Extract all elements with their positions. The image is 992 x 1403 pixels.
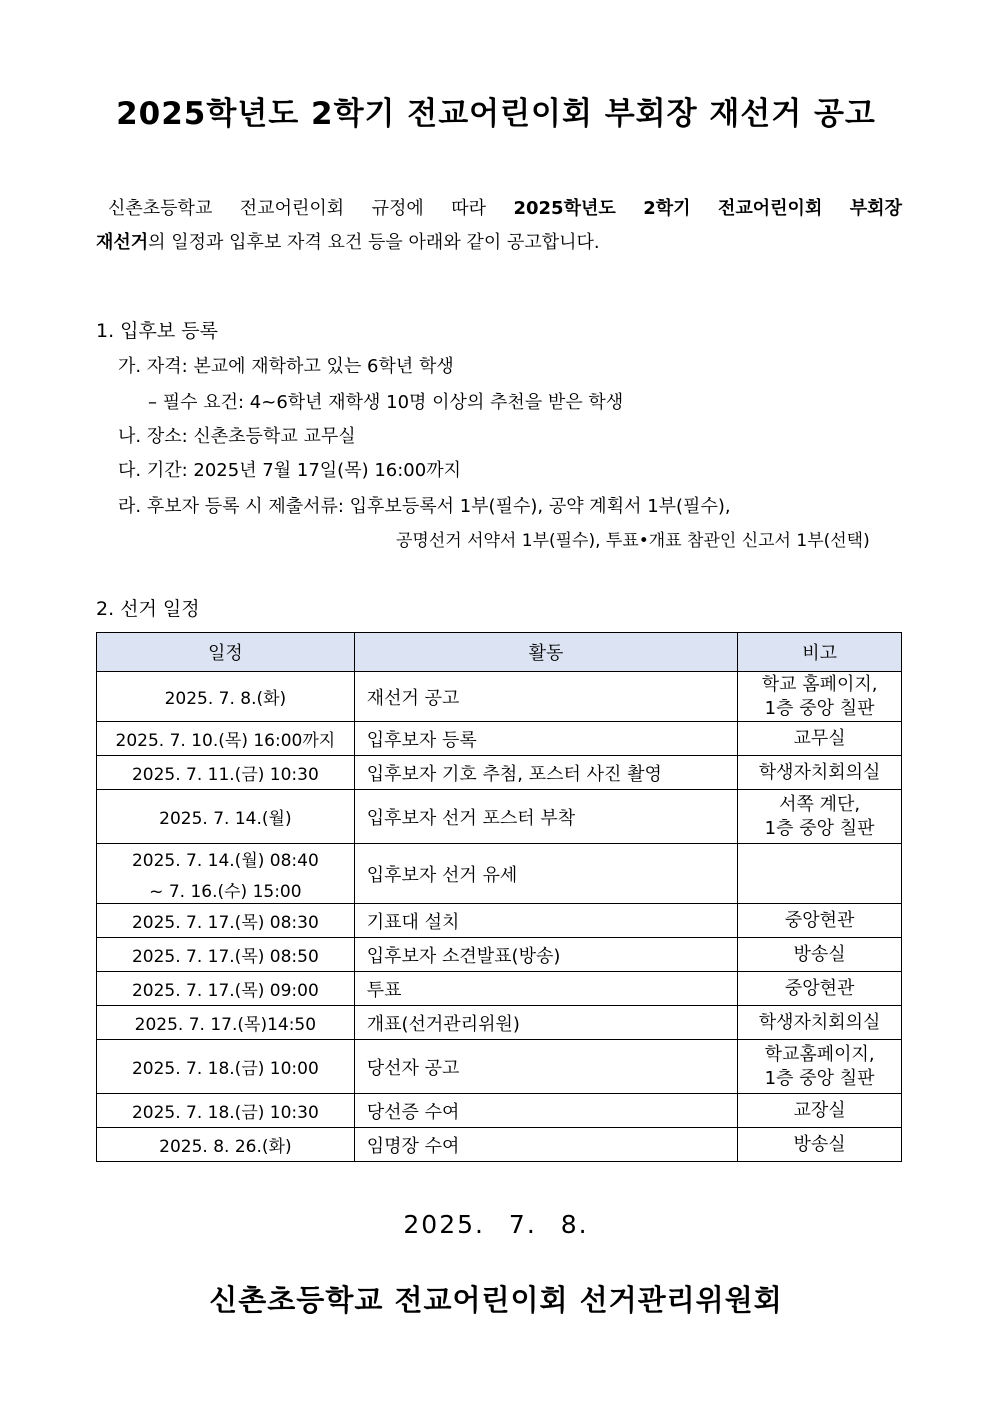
cell-activity: 입후보자 소견발표(방송): [354, 938, 737, 972]
cell-schedule: [97, 938, 355, 972]
item-documents-continued: 공명선거 서약서 1부(필수), 투표•개표 참관인 신고서 1부(선택): [396, 531, 870, 551]
item-documents: 라. 후보자 등록 시 제출서류: 입후보등록서 1부(필수), 공약 계획서 1부(필수),: [118, 496, 731, 517]
cell-note: [738, 1006, 902, 1040]
schedule-text: 2025. 7. 14.(월) 08:40: [131, 850, 319, 871]
intro-paragraph: [96, 192, 902, 260]
cell-note: [738, 722, 902, 756]
cell-schedule: [97, 672, 355, 722]
intro-word: 신촌초등학교: [108, 198, 213, 219]
cell-note: [738, 1040, 902, 1094]
cell-schedule: [97, 722, 355, 756]
announcement-date: 2025. 7. 8.: [403, 1210, 589, 1239]
cell-activity: 입후보자 등록: [354, 722, 737, 756]
item-location: 나. 장소: 신촌초등학교 교무실: [118, 426, 356, 447]
cell-activity: 재선거 공고: [354, 672, 737, 722]
note-text: 1층 중앙 칠판: [764, 817, 875, 839]
cell-activity: 입후보자 선거 유세: [354, 844, 737, 904]
cell-note: [738, 1094, 902, 1128]
schedule-text: 2025. 7. 17.(목)14:50: [134, 1015, 317, 1035]
item-eligibility: 가. 자격: 본교에 재학하고 있는 6학년 학생: [118, 356, 454, 377]
intro-line-2: [96, 226, 902, 260]
note-text: 1층 중앙 칠판: [764, 1067, 875, 1089]
schedule-text: 2025. 7. 11.(금) 10:30: [131, 765, 319, 785]
cell-schedule: [97, 756, 355, 790]
schedule-text: 2025. 7. 10.(목) 16:00까지: [115, 731, 336, 751]
intro-bold-text: 재선거: [96, 232, 149, 253]
section-2-heading: 2. 선거 일정: [96, 598, 200, 620]
schedule-text: 2025. 7. 17.(목) 09:00: [131, 981, 319, 1001]
cell-schedule: [97, 1094, 355, 1128]
cell-schedule: [97, 1006, 355, 1040]
schedule-text: 2025. 7. 17.(목) 08:30: [131, 913, 319, 933]
schedule-text: 2025. 7. 18.(금) 10:30: [131, 1103, 319, 1123]
schedule-text: 2025. 7. 18.(금) 10:00: [131, 1059, 319, 1079]
cell-schedule: [97, 1040, 355, 1094]
intro-word: 전교어린이회: [239, 198, 345, 219]
cell-activity: 당선자 공고: [354, 1040, 737, 1094]
note-text: 학교 홈페이지,: [761, 673, 878, 695]
cell-activity: 입후보자 기호 추첨, 포스터 사진 촬영: [354, 756, 737, 790]
table-row: [97, 1128, 902, 1162]
item-eligibility-requirement: – 필수 요건: 4~6학년 재학생 10명 이상의 추천을 받은 학생: [148, 392, 624, 413]
intro-line-1: [96, 192, 902, 226]
note-text: 학교홈페이지,: [764, 1043, 875, 1065]
schedule-text: 2025. 7. 8.(화): [164, 689, 287, 709]
intro-word: 규정에: [371, 198, 424, 219]
header-activity: 활동: [354, 633, 737, 672]
cell-activity: 임명장 수여: [354, 1128, 737, 1162]
schedule-text: ~ 7. 16.(수) 15:00: [149, 881, 302, 902]
intro-word: 전교어린이회: [718, 198, 823, 219]
table-row: [97, 938, 902, 972]
table-row: [97, 844, 902, 904]
table-row: [97, 790, 902, 844]
cell-schedule: [97, 790, 355, 844]
table-header-row: [97, 633, 902, 672]
schedule-table: [96, 632, 902, 1162]
note-text: 방송실: [793, 1133, 846, 1155]
table-row: [97, 672, 902, 722]
intro-line-2-text: 의 일정과 입후보 자격 요건 등을 아래와 같이 공고합니다.: [148, 232, 600, 253]
note-text: 학생자치회의실: [758, 1011, 881, 1033]
table-row: [97, 972, 902, 1006]
cell-activity: 기표대 설치: [354, 904, 737, 938]
table-row: [97, 756, 902, 790]
item-period: 다. 기간: 2025년 7월 17일(목) 16:00까지: [118, 460, 461, 481]
cell-activity: 투표: [354, 972, 737, 1006]
intro-word: 부회장: [849, 198, 902, 219]
cell-schedule: [97, 972, 355, 1006]
cell-note: [738, 972, 902, 1006]
cell-note: [738, 904, 902, 938]
cell-activity: 개표(선거관리위원): [354, 1006, 737, 1040]
cell-note: [738, 844, 902, 904]
note-text: 교장실: [793, 1099, 846, 1121]
cell-note: [738, 938, 902, 972]
intro-word: 2학기: [643, 198, 691, 219]
note-text: 학생자치회의실: [758, 761, 881, 783]
header-note: 비고: [738, 633, 902, 672]
header-schedule: 일정: [97, 633, 355, 672]
table-row: [97, 1006, 902, 1040]
cell-schedule: [97, 904, 355, 938]
section-1-heading: 1. 입후보 등록: [96, 320, 218, 342]
intro-word: 따라: [451, 198, 487, 219]
note-text: 교무실: [793, 727, 846, 749]
note-text: 방송실: [793, 943, 846, 965]
cell-note: [738, 790, 902, 844]
note-text: 서쪽 계단,: [779, 793, 861, 815]
schedule-text: 2025. 7. 14.(월): [159, 809, 292, 829]
cell-note: [738, 1128, 902, 1162]
issuing-organization: 신촌초등학교 전교어린이회 선거관리위원회: [209, 1283, 783, 1317]
cell-note: [738, 756, 902, 790]
table-row: [97, 1040, 902, 1094]
intro-word: 2025학년도: [513, 198, 616, 219]
note-text: 1층 중앙 칠판: [764, 697, 875, 719]
document-title: 2025학년도 2학기 전교어린이회 부회장 재선거 공고: [116, 96, 876, 132]
cell-schedule: [97, 844, 355, 904]
note-text: 중앙현관: [784, 909, 855, 931]
schedule-text: 2025. 7. 17.(목) 08:50: [131, 947, 319, 967]
table-row: [97, 1094, 902, 1128]
table-row: [97, 722, 902, 756]
cell-activity: 당선증 수여: [354, 1094, 737, 1128]
schedule-text: 2025. 8. 26.(화): [159, 1137, 292, 1157]
table-row: [97, 904, 902, 938]
cell-activity: 입후보자 선거 포스터 부착: [354, 790, 737, 844]
note-text: 중앙현관: [784, 977, 855, 999]
cell-schedule: [97, 1128, 355, 1162]
cell-note: [738, 672, 902, 722]
